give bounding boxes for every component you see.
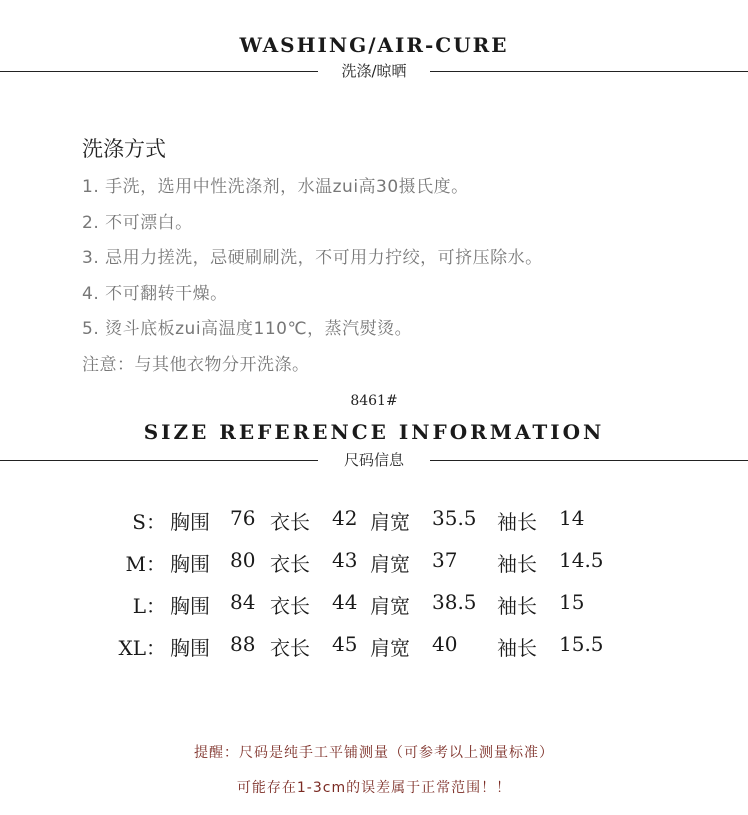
chest-label: 胸围 (170, 594, 210, 618)
size-row-s (0, 506, 748, 536)
size-divider (0, 451, 748, 469)
shoulder-value: 40 (432, 632, 458, 656)
chest-label: 胸围 (170, 552, 210, 576)
size-row-xl (0, 632, 748, 662)
length-label: 衣长 (270, 552, 310, 576)
tolerance-note: 可能存在1-3cm的误差属于正常范围！！ (236, 780, 512, 796)
style-number: 8461# (350, 393, 398, 409)
size-row-l (0, 590, 748, 620)
sleeve-label: 袖长 (497, 636, 537, 660)
sleeve-value: 14 (559, 506, 585, 530)
chest-value: 76 (230, 506, 256, 530)
care-item-5: 5. 烫斗底板zui高温度110℃，蒸汽熨烫。 (82, 319, 413, 340)
chest-value: 80 (230, 548, 256, 572)
shoulder-label: 肩宽 (370, 636, 410, 660)
care-note: 注意：与其他衣物分开洗涤。 (82, 354, 310, 375)
size-subtitle: 尺码信息 (343, 451, 404, 469)
shoulder-value: 38.5 (432, 590, 477, 614)
chest-label: 胸围 (170, 636, 210, 660)
sleeve-label: 袖长 (497, 552, 537, 576)
sleeve-label: 袖长 (497, 510, 537, 534)
shoulder-value: 35.5 (432, 506, 477, 530)
length-value: 42 (332, 506, 358, 530)
size-label: S： (132, 510, 166, 534)
care-item-1: 1. 手洗，选用中性洗涤剂，水温zui高30摄氏度。 (82, 177, 469, 197)
chest-value: 84 (230, 590, 256, 614)
washing-divider (0, 62, 748, 80)
length-label: 衣长 (270, 510, 310, 534)
length-value: 43 (332, 548, 358, 572)
size-row-m (0, 548, 748, 578)
shoulder-value: 37 (432, 548, 458, 572)
care-item-4: 4. 不可翻转干燥。 (82, 283, 228, 304)
chest-value: 88 (230, 632, 256, 656)
size-label: L： (132, 594, 166, 618)
care-item-2: 2. 不可漂白。 (82, 212, 193, 233)
sleeve-value: 15 (559, 590, 585, 614)
sleeve-value: 15.5 (559, 632, 604, 656)
washing-subtitle: 洗涤/晾晒 (341, 62, 407, 80)
length-value: 44 (332, 590, 358, 614)
sleeve-value: 14.5 (559, 548, 604, 572)
length-label: 衣长 (270, 636, 310, 660)
size-label: XL： (118, 636, 166, 660)
sleeve-label: 袖长 (497, 594, 537, 618)
length-label: 衣长 (270, 594, 310, 618)
size-title: SIZE REFERENCE INFORMATION (143, 420, 605, 444)
care-instructions-list (82, 170, 543, 384)
length-value: 45 (332, 632, 358, 656)
shoulder-label: 肩宽 (370, 552, 410, 576)
care-heading: 洗涤方式 (82, 137, 166, 161)
size-label: M： (125, 552, 166, 576)
care-item-3: 3. 忌用力搓洗，忌硬刷刷洗，不可用力拧绞，可挤压除水。 (82, 248, 543, 269)
washing-title: WASHING/AIR-CURE (239, 33, 509, 57)
shoulder-label: 肩宽 (370, 594, 410, 618)
chest-label: 胸围 (170, 510, 210, 534)
shoulder-label: 肩宽 (370, 510, 410, 534)
measurement-note: 提醒：尺码是纯手工平铺测量（可参考以上测量标准） (194, 745, 554, 761)
